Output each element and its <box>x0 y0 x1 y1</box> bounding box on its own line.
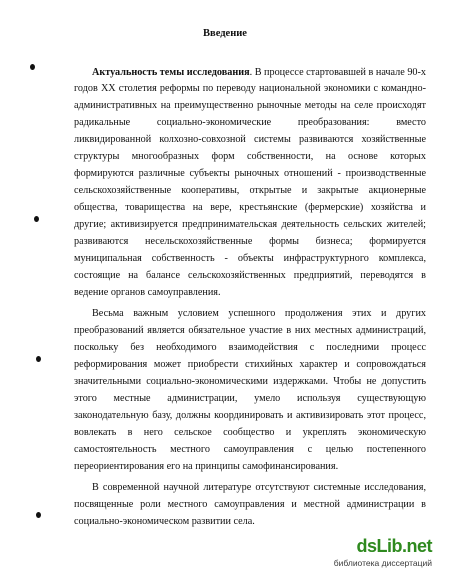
text-line: формируются различные субъекты рыночных отношений - производственные <box>74 168 426 179</box>
scan-mark <box>36 512 41 518</box>
text-line: В современной научной литературе отсутствуют системные исследования, <box>92 482 426 493</box>
watermark-subtitle: библиотека диссертаций <box>333 558 432 568</box>
text-line: ликвидированной колхозно-совхозной системы развиваются хозяйственные <box>74 134 426 145</box>
text-line: радикальные социально-экономические преобразования: вместо <box>74 117 426 128</box>
watermark-logo <box>356 536 432 557</box>
text-line: социально-экономическом развитии села. <box>74 516 255 527</box>
watermark-brand-part: .net <box>401 536 432 556</box>
text-line: вовлекать в него сельское сообщество и укреплять экономическую <box>74 427 426 438</box>
text-line: годов XX столетия реформы по переводу национальной экономики с командно- <box>74 83 426 94</box>
text-line: сельскохозяйственные кооперативы, открытые и закрытые акционерные <box>74 185 426 196</box>
bold-heading: Актуальность темы исследования <box>92 67 250 78</box>
text-line: посвященные роли местного самоуправления и местной администрации в <box>74 499 426 510</box>
text-line: преобразований является обязательное участие в них местных администраций, <box>74 325 426 336</box>
text-line: муниципальная собственность - объекты инфраструктурного комплекса, <box>74 253 426 264</box>
text-line <box>92 66 426 80</box>
text-line: ведение органов самоуправления. <box>74 287 221 298</box>
scan-mark <box>36 356 41 362</box>
page-title: Введение <box>203 28 247 39</box>
text-line: переориентирования его на принципы самофинансирования. <box>74 461 339 472</box>
scan-mark <box>30 64 35 70</box>
scan-mark <box>34 216 39 222</box>
watermark <box>322 536 442 576</box>
text-line: самостоятельность местного самоуправления с целью постепенного <box>74 444 426 455</box>
text-span: . В процессе стартовавшей в начале 90-х <box>249 67 426 78</box>
text-line: развиваются несельскохозяйственные формы бизнеса; формируется <box>74 236 426 247</box>
text-line: Весьма важным условием успешного продолжения этих и других <box>92 308 426 319</box>
watermark-brand-part: Lib <box>376 536 402 556</box>
text-line: общества, товарищества на вере, крестьянские (фермерские) хозяйства и <box>74 202 426 213</box>
text-line: законодательную базу, должны координировать и активизировать этот процесс, <box>74 410 426 421</box>
text-line: состоящие на балансе сельскохозяйственных предприятий, переводятся в <box>74 270 426 281</box>
text-line: поскольку без необходимого взаимодействия с последними процесс <box>74 342 426 353</box>
text-line: значительными социально-экономическими издержками. Чтобы не допустить <box>74 376 426 387</box>
text-line: административных на преимущественно рыночные методы на селе происходят <box>74 100 426 111</box>
text-line: другие; активизируется предпринимательская деятельность сельских жителей; <box>74 219 426 230</box>
text-line: этого местные администрации, умело используя существующую <box>74 393 426 404</box>
text-line: структуры многообразных форм собственности, на основе которых <box>74 151 426 162</box>
watermark-brand-part: ds <box>356 536 377 556</box>
text-line: реформирования может приобрести стихийных характер и сопровождаться <box>74 359 426 370</box>
